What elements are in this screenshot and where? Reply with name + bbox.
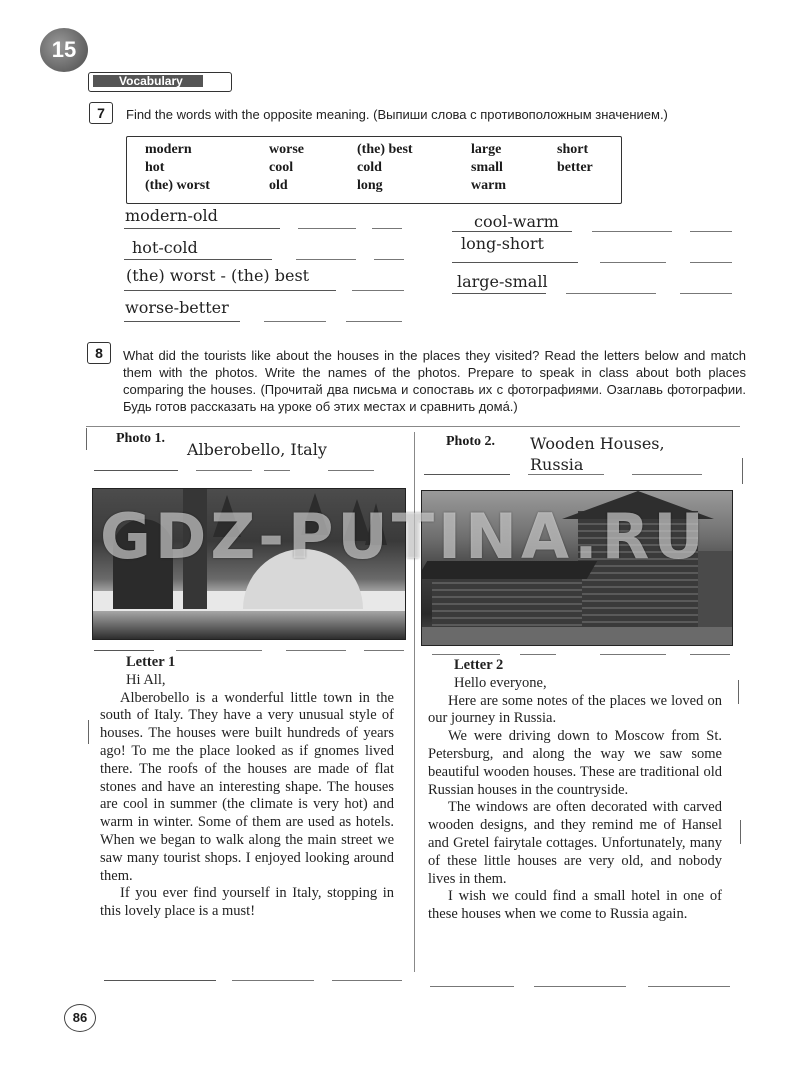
letter-2-paragraph: The windows are often decorated with carved wooden designs, and they remind me of Hansel and Gretel fairytale cottages. Unfortunately, many of these little houses are very old, and nobody lives in them. — [428, 799, 722, 887]
unit-number-badge: 15 — [40, 28, 88, 72]
word: (the) best — [357, 142, 413, 157]
watermark: GDZ-PUTINA.RU — [100, 500, 708, 573]
word: hot — [145, 160, 165, 175]
letter-2-paragraph: I wish we could find a small hotel in one of these houses when we come to Russia again. — [428, 888, 722, 923]
word: short — [557, 142, 589, 157]
exercise-7-number: 7 — [89, 102, 113, 124]
letter-1 — [100, 654, 394, 921]
answer-pair[interactable]: (the) worst - (the) best — [126, 266, 310, 285]
photo-1-title[interactable]: Alberobello, Italy — [187, 440, 327, 459]
letter-1-paragraph: If you ever find yourself in Italy, stopping in this lovely place is a must! — [100, 885, 394, 920]
word: large — [471, 142, 502, 157]
photo-2-title-line-1[interactable]: Wooden Houses, — [530, 434, 665, 453]
answer-pair[interactable]: hot-cold — [132, 238, 198, 257]
word: old — [269, 178, 288, 193]
word-column-3 — [357, 141, 413, 195]
photo-1-label: Photo 1. — [116, 431, 165, 446]
answer-pair[interactable]: worse-better — [125, 298, 229, 317]
word-column-1 — [145, 141, 210, 195]
letter-2-greeting: Hello everyone, — [454, 674, 547, 691]
word-column-5 — [557, 141, 593, 177]
word-box — [126, 136, 622, 204]
page-number: 86 — [64, 1004, 96, 1032]
word: modern — [145, 142, 192, 157]
letter-2-title: Letter 2 — [454, 657, 504, 673]
letter-2-paragraph: Here are some notes of the places we loved on our journey in Russia. — [428, 692, 722, 727]
letter-1-paragraph: Alberobello is a wonderful little town in the south of Italy. They have a very unusual style of houses. The houses were built hundreds of years ago! To me the place looked as if gnomes lived there. The roofs of the houses are made of flat stones and have an interesting shape. The houses are cool in summer (the climate is very hot) and warm in winter. Some of them are used as hotels. When we began to walk along the main street we saw many tourist shops. I enjoyed looking around them. — [100, 689, 394, 884]
photo-2-title-line-2[interactable]: Russia — [530, 455, 584, 474]
word: small — [471, 160, 503, 175]
answer-pair[interactable]: long-short — [461, 234, 544, 253]
letter-1-title: Letter 1 — [126, 654, 176, 670]
word: (the) worst — [145, 178, 210, 193]
answer-pair[interactable]: cool-warm — [474, 212, 559, 231]
photo-2-label: Photo 2. — [446, 434, 495, 449]
section-header — [88, 72, 232, 92]
word: better — [557, 160, 593, 175]
section-label: Vocabulary — [93, 75, 203, 87]
answer-pair[interactable]: modern-old — [125, 206, 218, 225]
exercise-8-number: 8 — [87, 342, 111, 364]
word-column-2 — [269, 141, 304, 195]
word: cold — [357, 160, 382, 175]
word: worse — [269, 142, 304, 157]
exercise-7-instruction: Find the words with the opposite meaning. (Выпиши слова с противоположным значением.) — [126, 107, 668, 122]
letter-2-paragraph: We were driving down to Moscow from St. Petersburg, and along the way we saw some beautiful wooden houses. These are traditional old Russian houses in the countryside. — [428, 728, 722, 798]
letter-1-greeting: Hi All, — [126, 671, 166, 688]
exercise-8-instruction: What did the tourists like about the houses in the places they visited? Read the letters below and match them with the photos. Write the names of the photos. Prepare to speak in class about both places comparing the houses. (Прочитай два письма и сопоставь их с фотографиями. Озаглавь фотографии. Будь готов рассказать на уроке об этих местах и сравнить дома́.) — [123, 348, 746, 414]
answer-pair[interactable]: large-small — [457, 272, 548, 291]
word: long — [357, 178, 383, 193]
word: cool — [269, 160, 294, 175]
word: warm — [471, 178, 506, 193]
letter-2 — [428, 657, 722, 924]
word-column-4 — [471, 141, 506, 195]
